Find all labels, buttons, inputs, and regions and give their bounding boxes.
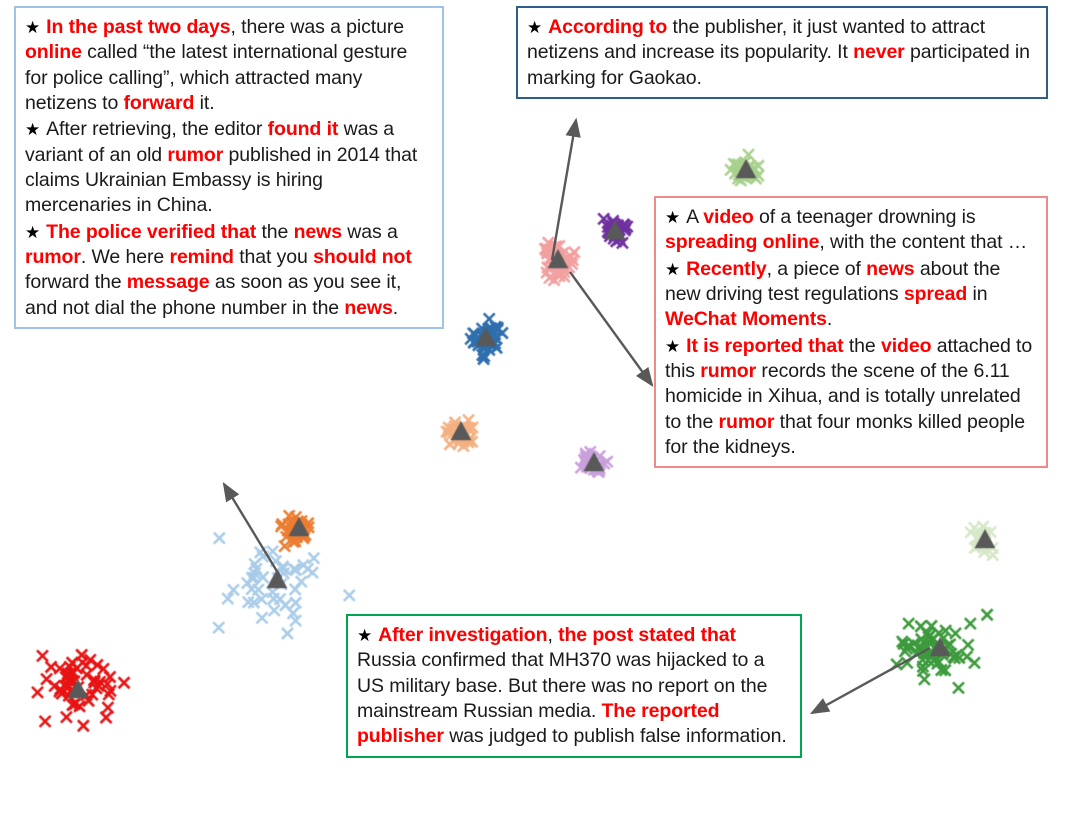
callout-mh370-investigation [346, 614, 802, 758]
highlight-phrase: news [866, 257, 915, 280]
highlight-phrase: message [126, 271, 210, 294]
callout-bullet [665, 257, 1037, 333]
plain-phrase: . [392, 296, 399, 319]
plain-phrase: . [826, 308, 833, 331]
callout-bullet [665, 205, 1037, 256]
star-icon: ★ [357, 626, 373, 645]
highlight-phrase: should not [313, 246, 412, 269]
plain-phrase: in [967, 283, 988, 306]
highlight-phrase: spread [903, 283, 968, 306]
highlight-phrase: The reported publisher [357, 700, 720, 748]
highlight-phrase: remind [169, 246, 234, 269]
plain-phrase: records the scene of the 6.11 homicide in Xihua, and is totally unrelated to the [665, 360, 1021, 433]
highlight-phrase: found it [267, 118, 339, 141]
plain-phrase: called “the latest international gesture for police calling”, which attracted many netizens to [25, 41, 408, 115]
highlight-phrase: rumor [700, 360, 757, 383]
plain-phrase: participated in marking for Gaokao. [527, 41, 1030, 89]
plain-phrase: it. [194, 92, 215, 115]
callout-bullet [357, 623, 791, 750]
highlight-phrase: It is reported that [686, 334, 844, 357]
star-icon: ★ [527, 18, 543, 37]
callout-police-calling-rumor [14, 6, 444, 329]
callout-bullet [25, 117, 433, 218]
highlight-phrase: video [880, 334, 932, 357]
plain-phrase: was a variant of an old [25, 118, 395, 166]
plain-phrase: After retrieving, the editor [46, 118, 268, 141]
callout-bullet [527, 15, 1037, 91]
star-icon: ★ [25, 222, 41, 242]
highlight-phrase: news [293, 220, 342, 243]
plain-phrase: published in 2014 that claims Ukrainian Embassy is hiring mercenaries in China. [25, 143, 418, 217]
plain-phrase: , a piece of [766, 257, 867, 280]
highlight-phrase: forward [123, 92, 195, 115]
highlight-phrase: never [853, 41, 905, 64]
callout-bullet [665, 334, 1037, 461]
plain-phrase: , there was a picture [230, 16, 405, 38]
highlight-phrase: In the past two days [46, 16, 231, 38]
star-icon: ★ [665, 208, 681, 227]
star-icon: ★ [25, 18, 41, 37]
callout-video-drowning-rumor [654, 196, 1048, 468]
highlight-phrase: WeChat Moments [665, 308, 827, 331]
highlight-phrase: The police verified that [46, 220, 257, 243]
highlight-phrase: After investigation [378, 624, 548, 646]
highlight-phrase: rumor [718, 410, 775, 433]
star-icon: ★ [665, 259, 681, 279]
highlight-phrase: According to [548, 16, 668, 38]
plain-phrase: . We here [80, 246, 170, 269]
plain-phrase: that four monks killed people for the kidneys. [665, 410, 1026, 459]
highlight-phrase: the post stated that [558, 624, 736, 646]
plain-phrase: of a teenager drowning is [753, 206, 976, 228]
plain-phrase: was a [341, 220, 398, 243]
plain-phrase: forward the [25, 271, 127, 294]
callout-publisher-statement [516, 6, 1048, 99]
plain-phrase: , [547, 624, 559, 646]
plain-phrase: was judged to publish false information. [443, 725, 787, 748]
plain-phrase: the [256, 220, 294, 243]
plain-phrase: the publisher, it just wanted to attract netizens and increase its popularity. It [527, 16, 986, 64]
plain-phrase: that you [233, 246, 314, 269]
highlight-phrase: spreading online [665, 231, 820, 254]
plain-phrase: the [843, 334, 881, 357]
highlight-phrase: online [25, 41, 82, 64]
plain-phrase: about the new driving test regulations [665, 257, 1001, 306]
plain-phrase: , with the content that … [819, 231, 1028, 254]
highlight-phrase: news [344, 296, 393, 319]
highlight-phrase: rumor [167, 143, 224, 166]
plain-phrase: as soon as you see it, and not dial the phone number in the [25, 271, 402, 319]
highlight-phrase: video [703, 206, 754, 228]
plain-phrase: attached to this [665, 334, 1033, 383]
plain-phrase: A [686, 206, 704, 228]
plain-phrase: Russia confirmed that MH370 was hijacked to a US military base. But there was no report on the mainstream Russian media. [357, 649, 768, 723]
callout-bullet [25, 15, 433, 116]
highlight-phrase: rumor [25, 246, 81, 269]
callout-bullet [25, 220, 433, 321]
star-icon: ★ [665, 336, 681, 356]
star-icon: ★ [25, 120, 41, 140]
highlight-phrase: Recently [686, 257, 767, 280]
